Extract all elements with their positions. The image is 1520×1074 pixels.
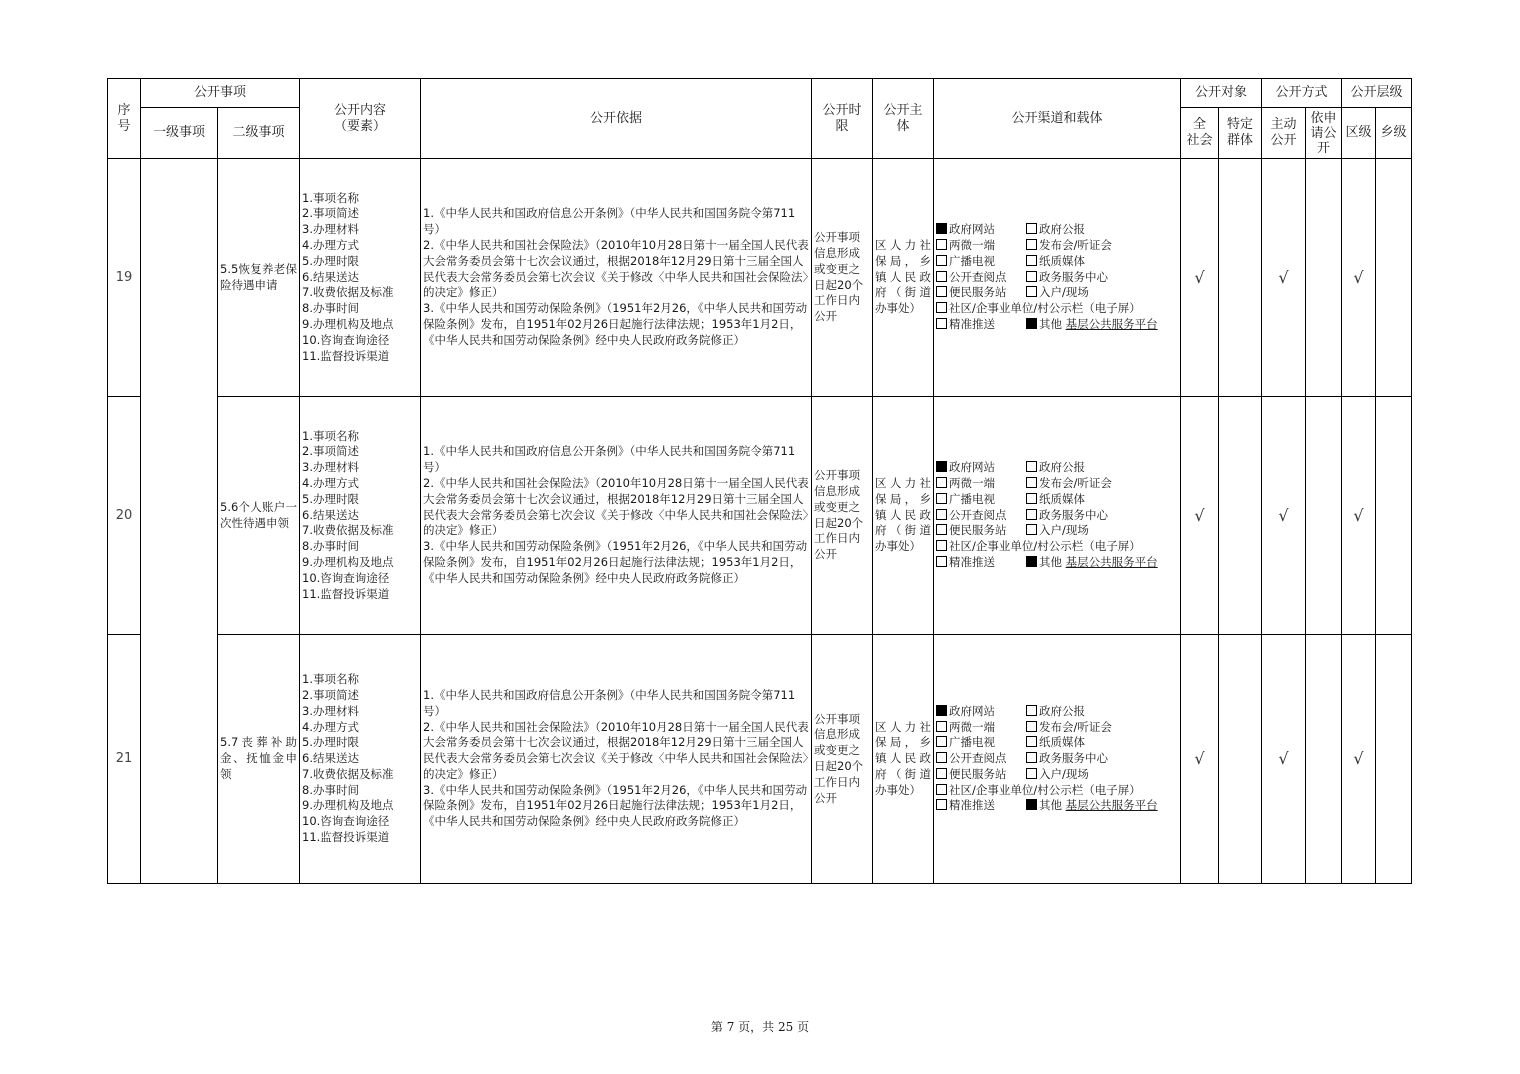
channel-label: 公开查阅点 [949,269,1007,284]
check-all-cell: √ [1181,159,1219,397]
basis-item: 1.《中华人民共和国政府信息公开条例》（中华人民共和国国务院令第711号） [423,687,796,718]
header-target-group: 公开对象 [1181,79,1262,108]
channel-label: 政府公报 [1039,703,1085,718]
item-l2-cell: 5.5恢复养老保险待遇申请 [218,159,300,397]
channel-label: 纸质媒体 [1039,253,1085,268]
basis-item: 3.《中华人民共和国劳动保险条例》（1951年2月26，《中华人民共和国劳动保险条例》发布，自1951年02月26日起施行法律法规；1953年1月2日，《中华人民共和国劳动保险条例》经中央人民政府政务院修正） [423,782,808,829]
header-item-group: 公开事项 [141,79,300,108]
channel-label: 精准推送 [949,554,995,569]
channel-label: 其他 [1039,316,1062,331]
content-element: 1.事项名称 [302,672,359,687]
header-seq: 序 号 [108,79,141,159]
unchecked-box-icon [936,768,947,779]
subject-cell: 区人力社保局，乡镇人民政府（街道办事处） [873,397,934,635]
content-element: 3.办理材料 [302,460,359,475]
content-element: 2.事项简述 [302,444,359,459]
content-element: 6.结果送达 [302,269,359,284]
content-element: 9.办理机构及地点 [302,554,394,569]
unchecked-box-icon [1026,271,1037,282]
channel-label: 社区/企事业单位/村公示栏（电子屏） [949,539,1141,554]
unchecked-box-icon [1026,736,1037,747]
channel-label: 精准推送 [949,798,995,813]
header-item-l2: 二级事项 [218,108,300,159]
check-specific-cell [1219,635,1262,884]
unchecked-box-icon [1026,461,1037,472]
check-township-cell [1376,635,1412,884]
check-district-cell: √ [1342,635,1376,884]
unchecked-box-icon [936,721,947,732]
unchecked-box-icon [936,524,947,535]
unchecked-box-icon [936,799,947,810]
row-number: 20 [108,397,141,635]
checked-box-icon [1026,556,1037,567]
unchecked-box-icon [1026,752,1037,763]
channel-cell [934,635,1181,884]
check-district-cell: √ [1342,159,1376,397]
channel-label: 纸质媒体 [1039,491,1085,506]
content-element: 8.办事时间 [302,782,359,797]
header-method-group: 公开方式 [1262,79,1342,108]
unchecked-box-icon [936,318,947,329]
channel-label: 发布会/听证会 [1039,719,1112,734]
channel-label: 纸质媒体 [1039,735,1085,750]
header-method-active: 主动 公开 [1262,108,1306,159]
unchecked-box-icon [936,271,947,282]
channel-other-detail: 基层公共服务平台 [1065,554,1158,569]
check-active-cell: √ [1262,159,1306,397]
check-request-cell [1306,159,1342,397]
basis-item: 2.《中华人民共和国社会保险法》（2010年10月28日第十一届全国人民代表大会常务委员会第十七次会议通过，根据2018年12月29日第十三届全国人民代表大会常务委员会第七次会议《关于修改〈中华人民共和国社会保险法〉的决定》修正） [423,238,809,300]
header-target-all: 全 社会 [1181,108,1219,159]
content-element: 6.结果送达 [302,751,359,766]
channel-cell [934,159,1181,397]
table-row [108,397,1412,635]
subject-cell: 区人力社保局，乡镇人民政府（街道办事处） [873,159,934,397]
content-element: 2.事项简述 [302,206,359,221]
check-district-cell: √ [1342,397,1376,635]
content-element: 5.办理时限 [302,735,359,750]
channel-label: 政府网站 [949,460,995,475]
basis-cell [421,635,812,884]
content-element: 11.监督投诉渠道 [302,830,390,845]
channel-label: 发布会/听证会 [1039,476,1112,490]
header-basis: 公开依据 [421,79,812,159]
unchecked-box-icon [1026,705,1037,716]
header-level-township: 乡级 [1376,108,1412,159]
unchecked-box-icon [1026,768,1037,779]
unchecked-box-icon [1026,493,1037,504]
channel-label: 便民服务站 [949,523,1007,538]
header-level-district: 区级 [1342,108,1376,159]
content-element: 3.办理材料 [302,703,359,718]
content-cell [300,397,421,635]
check-active-cell: √ [1262,397,1306,635]
unchecked-box-icon [936,540,947,551]
check-specific-cell [1219,397,1262,635]
unchecked-box-icon [1026,721,1037,732]
row-number: 21 [108,635,141,884]
subject-cell: 区人力社保局，乡镇人民政府（街道办事处） [873,635,934,884]
checked-box-icon [936,223,947,234]
basis-item: 2.《中华人民共和国社会保险法》（2010年10月28日第十一届全国人民代表大会常务委员会第十七次会议通过，根据2018年12月29日第十三届全国人民代表大会常务委员会第七次会议《关于修改〈中华人民共和国社会保险法〉的决定》修正） [423,719,809,781]
basis-item: 3.《中华人民共和国劳动保险条例》（1951年2月26，《中华人民共和国劳动保险条例》发布，自1951年02月26日起施行法律法规；1953年1月2日，《中华人民共和国劳动保险条例》经中央人民政府政务院修正） [423,301,808,347]
channel-other-detail: 基层公共服务平台 [1065,316,1158,331]
channel-label: 两微一端 [949,719,995,734]
channel-label: 精准推送 [949,316,995,331]
check-active-cell: √ [1262,635,1306,884]
channel-cell [934,397,1181,635]
channel-label: 便民服务站 [949,766,1007,781]
header-time-limit: 公开时 限 [812,79,873,159]
content-element: 9.办理机构及地点 [302,316,394,331]
content-element: 9.办理机构及地点 [302,798,394,813]
channel-label: 政府网站 [949,703,995,718]
unchecked-box-icon [1026,509,1037,520]
unchecked-box-icon [936,255,947,266]
channel-label: 两微一端 [949,238,995,252]
item-l1-cell [141,159,218,884]
unchecked-box-icon [936,784,947,795]
content-element: 10.咨询查询途径 [302,332,390,347]
checked-box-icon [1026,799,1037,810]
channel-label: 广播电视 [949,735,995,750]
channel-label: 入户/现场 [1039,766,1089,781]
channel-label: 政务服务中心 [1039,751,1108,766]
content-element: 7.收费依据及标准 [302,523,394,538]
unchecked-box-icon [936,493,947,504]
content-element: 2.事项简述 [302,687,359,702]
content-element: 7.收费依据及标准 [302,766,394,781]
page-footer: 第 7 页，共 25 页 [710,1020,810,1034]
unchecked-box-icon [936,509,947,520]
item-l2-cell: 5.7丧葬补助金、抚恤金申领 [218,635,300,884]
check-specific-cell [1219,159,1262,397]
time-limit-cell: 公开事项信息形成或变更之日起20个工作日内公开 [812,635,873,884]
table-body [108,159,1412,884]
unchecked-box-icon [936,302,947,313]
channel-label: 政府公报 [1039,460,1085,475]
check-all-cell: √ [1181,635,1219,884]
channel-label: 发布会/听证会 [1039,238,1112,252]
header-channel: 公开渠道和载体 [934,79,1181,159]
header-level-group: 公开层级 [1342,79,1412,108]
content-element: 5.办理时限 [302,253,359,268]
content-cell [300,635,421,884]
channel-label: 政府网站 [949,222,995,237]
checked-box-icon [936,705,947,716]
check-request-cell [1306,635,1342,884]
channel-label: 入户/现场 [1039,523,1089,538]
header-method-request: 依申 请公 开 [1306,108,1342,159]
check-township-cell [1376,397,1412,635]
basis-cell [421,397,812,635]
content-element: 6.结果送达 [302,507,359,522]
unchecked-box-icon [1026,524,1037,535]
channel-label: 其他 [1039,554,1062,569]
unchecked-box-icon [936,556,947,567]
content-element: 1.事项名称 [302,428,359,443]
basis-item: 1.《中华人民共和国政府信息公开条例》（中华人民共和国国务院令第711号） [423,206,796,237]
table-row [108,159,1412,397]
row-number: 19 [108,159,141,397]
unchecked-box-icon [936,286,947,297]
disclosure-table [107,78,1412,884]
item-l2-cell: 5.6个人账户一次性待遇申领 [218,397,300,635]
channel-label: 政府公报 [1039,222,1085,237]
content-element: 10.咨询查询途径 [302,570,390,585]
unchecked-box-icon [936,239,947,250]
checked-box-icon [936,461,947,472]
content-element: 4.办理方式 [302,476,359,490]
channel-label: 公开查阅点 [949,507,1007,522]
check-township-cell [1376,159,1412,397]
channel-label: 政务服务中心 [1039,507,1108,522]
channel-label: 社区/企事业单位/村公示栏（电子屏） [949,301,1141,316]
unchecked-box-icon [936,736,947,747]
time-limit-cell: 公开事项信息形成或变更之日起20个工作日内公开 [812,159,873,397]
content-element: 7.收费依据及标准 [302,285,394,300]
checked-box-icon [1026,318,1037,329]
channel-label: 便民服务站 [949,285,1007,300]
content-element: 5.办理时限 [302,491,359,506]
unchecked-box-icon [1026,223,1037,234]
check-all-cell: √ [1181,397,1219,635]
content-element: 8.办事时间 [302,539,359,554]
content-cell [300,159,421,397]
content-element: 11.监督投诉渠道 [302,348,390,363]
channel-label: 两微一端 [949,476,995,490]
check-request-cell [1306,397,1342,635]
basis-item: 3.《中华人民共和国劳动保险条例》（1951年2月26，《中华人民共和国劳动保险条例》发布，自1951年02月26日起施行法律法规；1953年1月2日，《中华人民共和国劳动保险条例》经中央人民政府政务院修正） [423,539,808,585]
content-element: 8.办事时间 [302,301,359,316]
unchecked-box-icon [1026,477,1037,488]
channel-label: 广播电视 [949,253,995,268]
channel-other-detail: 基层公共服务平台 [1065,798,1158,813]
content-element: 10.咨询查询途径 [302,814,390,829]
channel-label: 入户/现场 [1039,285,1089,300]
header-content: 公开内容 （要素） [300,79,421,159]
unchecked-box-icon [1026,286,1037,297]
unchecked-box-icon [936,477,947,488]
content-element: 4.办理方式 [302,719,359,734]
content-element: 4.办理方式 [302,238,359,252]
channel-label: 社区/企事业单位/村公示栏（电子屏） [949,782,1141,797]
unchecked-box-icon [1026,255,1037,266]
time-limit-cell: 公开事项信息形成或变更之日起20个工作日内公开 [812,397,873,635]
header-item-l1: 一级事项 [141,108,218,159]
unchecked-box-icon [1026,239,1037,250]
content-element: 11.监督投诉渠道 [302,586,390,601]
content-element: 3.办理材料 [302,222,359,237]
channel-label: 公开查阅点 [949,751,1007,766]
basis-item: 1.《中华人民共和国政府信息公开条例》（中华人民共和国国务院令第711号） [423,444,796,475]
basis-cell [421,159,812,397]
content-element: 1.事项名称 [302,190,359,205]
basis-item: 2.《中华人民共和国社会保险法》（2010年10月28日第十一届全国人民代表大会常务委员会第十七次会议通过，根据2018年12月29日第十三届全国人民代表大会常务委员会第七次会议《关于修改〈中华人民共和国社会保险法〉的决定》修正） [423,476,809,538]
header-target-specific: 特定 群体 [1219,108,1262,159]
table-row [108,635,1412,884]
channel-label: 广播电视 [949,491,995,506]
unchecked-box-icon [936,752,947,763]
channel-label: 政务服务中心 [1039,269,1108,284]
channel-label: 其他 [1039,798,1062,813]
header-subject: 公开主 体 [873,79,934,159]
